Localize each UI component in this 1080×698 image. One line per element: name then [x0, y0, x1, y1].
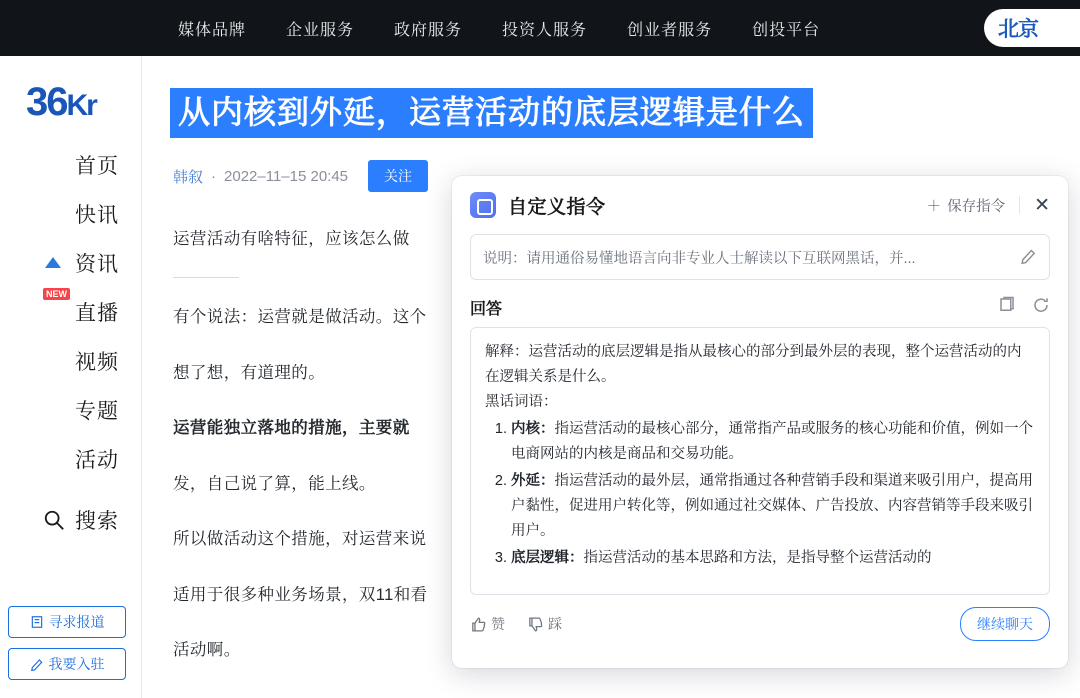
sidebar-item-flash[interactable]: [75, 199, 119, 229]
sidebar-item-label: 专题: [75, 400, 119, 423]
sidebar-item-label: 首页: [75, 155, 119, 178]
sidebar-item-label: 活动: [75, 449, 119, 472]
sidebar-item-topic[interactable]: [75, 395, 119, 425]
article-paragraph: 所以做活动这个措施，对运营来说: [173, 530, 427, 549]
close-icon[interactable]: ✕: [1034, 194, 1050, 216]
top-navigation-bar: [0, 0, 1080, 56]
list-item: [511, 469, 1035, 544]
article-paragraph: 运营活动有啥特征，应该怎么做: [173, 230, 410, 248]
instruction-input[interactable]: [470, 234, 1050, 280]
seek-coverage-button[interactable]: [8, 606, 126, 638]
instruction-input-text: 说明：请用通俗易懂地语言向非专业人士解读以下互联网黑话，并...: [483, 250, 916, 267]
list-item: [511, 417, 1035, 467]
sidebar-search[interactable]: [0, 505, 141, 535]
thumbs-up-icon: [470, 616, 487, 633]
continue-chat-button[interactable]: 继续聊天: [960, 607, 1050, 641]
new-badge: NEW: [43, 288, 70, 300]
dislike-button[interactable]: [527, 614, 562, 634]
dislike-label: 踩: [548, 616, 562, 632]
answer-term-list: [485, 417, 1035, 571]
article-paragraph: 发，自己说了算，能上线。: [173, 474, 376, 493]
term-text: 指运营活动的基本思路和方法，是指导整个运营活动的: [583, 549, 932, 566]
list-item: [511, 546, 1035, 571]
triangle-marker-icon: [45, 257, 61, 268]
panel-title: 自定义指令: [508, 196, 606, 218]
divider: [173, 277, 239, 278]
site-logo-text: Kr: [66, 89, 96, 122]
article-paragraph: 活动啊。: [173, 641, 241, 660]
region-pill-button[interactable]: [984, 9, 1080, 47]
term-label: 内核：: [511, 420, 555, 437]
search-icon: [43, 509, 65, 531]
term-label: 底层逻辑：: [511, 549, 584, 566]
site-logo-number: 36: [26, 80, 67, 124]
sidebar-item-video[interactable]: [75, 346, 119, 376]
site-logo[interactable]: [26, 82, 141, 122]
answer-intro: 解释：运营活动的底层逻辑是指从最核心的部分到最外层的表现，整个运营活动的内在逻辑关系是什么。: [485, 344, 1022, 385]
sidebar-buttons: [0, 606, 126, 690]
sidebar-item-label: 资讯: [75, 253, 119, 276]
save-instruction-button[interactable]: [927, 195, 1006, 216]
like-button[interactable]: [470, 614, 505, 634]
topnav-item-enterprise[interactable]: 企业服务: [286, 21, 355, 39]
copy-icon[interactable]: [998, 296, 1016, 319]
answer-body[interactable]: [470, 327, 1050, 595]
panel-footer: [470, 607, 1050, 641]
sidebar-item-home[interactable]: [75, 150, 119, 180]
join-us-label: 我要入驻: [48, 656, 105, 672]
plus-icon: ＋: [926, 198, 942, 215]
article-paragraph: 有个说法：运营就是做活动。这个: [173, 308, 427, 327]
answer-header: [470, 296, 1050, 319]
term-label: 外延：: [511, 472, 555, 489]
answer-tools: [998, 296, 1050, 319]
left-sidebar: [0, 56, 142, 698]
page-title: 从内核到外延，运营活动的底层逻辑是什么: [170, 88, 813, 138]
sidebar-item-label: 直播: [75, 302, 119, 325]
sidebar-item-news[interactable]: [75, 248, 119, 278]
edit-pencil-icon[interactable]: [1020, 247, 1037, 268]
article-author[interactable]: 韩叙: [173, 168, 204, 186]
answer-subheading: 黑话词语：: [485, 393, 558, 410]
sidebar-item-label: 快讯: [75, 204, 119, 227]
save-instruction-label: 保存指令: [947, 198, 1006, 215]
sidebar-nav-list: [0, 150, 141, 493]
topnav-item-investor[interactable]: 投资人服务: [502, 21, 588, 39]
refresh-icon[interactable]: [1032, 296, 1050, 319]
topnav-item-venture[interactable]: 创投平台: [752, 21, 821, 39]
divider: [1019, 196, 1020, 214]
article-date: 2022–11–15 20:45: [224, 167, 349, 185]
term-text: 指运营活动的最外层，通常指通过各种营销手段和渠道来吸引用户，提高用户黏性，促进用户转化等，例如通过社交媒体、广告投放、内容营销等手段来吸引用户。: [511, 472, 1033, 539]
pencil-icon: [30, 657, 44, 671]
join-us-button[interactable]: [8, 648, 126, 680]
app-logo-icon: [470, 192, 496, 218]
answer-label: 回答: [470, 301, 503, 318]
sidebar-item-live[interactable]: [46, 289, 119, 327]
follow-button[interactable]: 关注: [368, 160, 428, 192]
topnav-item-media[interactable]: 媒体品牌: [178, 21, 247, 39]
article-paragraph: 想了想，有道理的。: [173, 363, 326, 382]
custom-instruction-panel: [452, 176, 1068, 668]
term-text: 指运营活动的最核心部分，通常指产品或服务的核心功能和价值，例如一个电商网站的内核是商品和交易功能。: [511, 420, 1033, 462]
region-pill-label: 北京: [998, 18, 1038, 41]
doc-icon: [30, 615, 44, 629]
seek-coverage-label: 寻求报道: [48, 614, 105, 630]
sidebar-item-activity[interactable]: [75, 444, 119, 474]
panel-header: [452, 176, 1068, 234]
top-nav-items: [178, 17, 820, 40]
vote-group: [470, 614, 562, 634]
article-paragraph: 适用于很多种业务场景，双11和看: [173, 585, 428, 604]
panel-actions: [927, 195, 1050, 216]
topnav-item-founder[interactable]: 创业者服务: [627, 21, 713, 39]
thumbs-down-icon: [527, 616, 544, 633]
sidebar-item-label: 视频: [75, 351, 119, 374]
topnav-item-government[interactable]: 政府服务: [394, 21, 463, 39]
search-label: 搜索: [75, 510, 119, 533]
meta-separator: ·: [211, 167, 217, 185]
article-paragraph-bold: 运营能独立落地的措施，主要就: [173, 419, 410, 438]
like-label: 赞: [491, 616, 505, 632]
